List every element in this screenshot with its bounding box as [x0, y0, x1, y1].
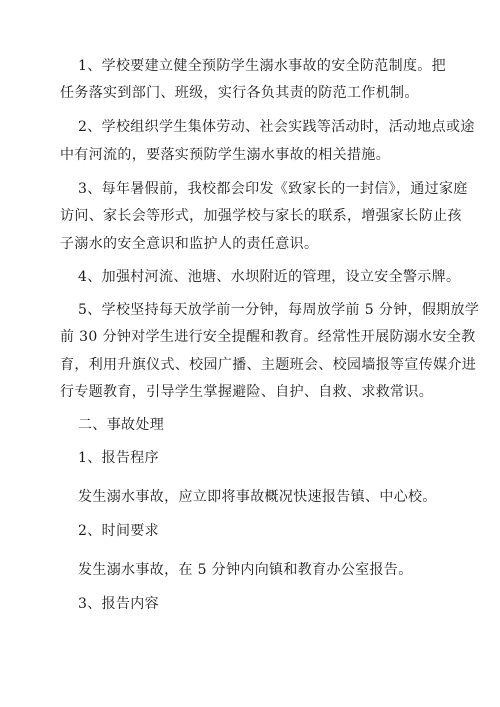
paragraph-5-line-1: 5、学校坚持每天放学前一分钟，每周放学前 5 分钟，假期放学	[78, 302, 480, 318]
paragraph-4-line-1: 4、加强村河流、池塘、水坝附近的管理，设立安全警示牌。	[78, 269, 461, 285]
paragraph-5-line-3: 育，利用升旗仪式、校园广播、主题班会、校园墙报等宣传媒介进	[60, 357, 477, 373]
report-procedure-text: 发生溺水事故，应立即将事故概况快速报告镇、中心校。	[78, 489, 437, 505]
paragraph-5-line-4: 行专题教育，引导学生掌握避险、自护、自救、求救常识。	[60, 384, 434, 400]
paragraph-3-line-1: 3、每年暑假前，我校都会印发《致家长的一封信》，通过家庭	[78, 181, 468, 197]
section-heading-incident-handling: 二、事故处理	[78, 417, 165, 433]
paragraph-1-line-1: 1、学校要建立健全预防学生溺水事故的安全防范制度。把	[78, 58, 447, 74]
subheading-report-content: 3、报告内容	[78, 596, 160, 612]
paragraph-2-line-1: 2、学校组织学生集体劳动、社会实践等活动时，活动地点或途	[78, 119, 475, 135]
paragraph-5-line-2: 前 30 分钟对学生进行安全提醒和教育。经常性开展防溺水安全教	[60, 329, 476, 345]
subheading-report-procedure: 1、报告程序	[78, 450, 160, 466]
paragraph-2-line-2: 中有河流的，要落实预防学生溺水事故的相关措施。	[60, 147, 391, 163]
paragraph-3-line-2: 访问、家长会等形式，加强学校与家长的联系，增强家长防止孩	[60, 208, 462, 224]
paragraph-1-line-2: 任务落实到部门、班级，实行各负其责的防范工作机制。	[60, 85, 419, 101]
time-requirement-text: 发生溺水事故，在 5 分钟内向镇和教育办公室报告。	[78, 562, 413, 578]
subheading-time-requirement: 2、时间要求	[78, 523, 160, 539]
paragraph-3-line-3: 子溺水的安全意识和监护人的责任意识。	[60, 236, 319, 252]
